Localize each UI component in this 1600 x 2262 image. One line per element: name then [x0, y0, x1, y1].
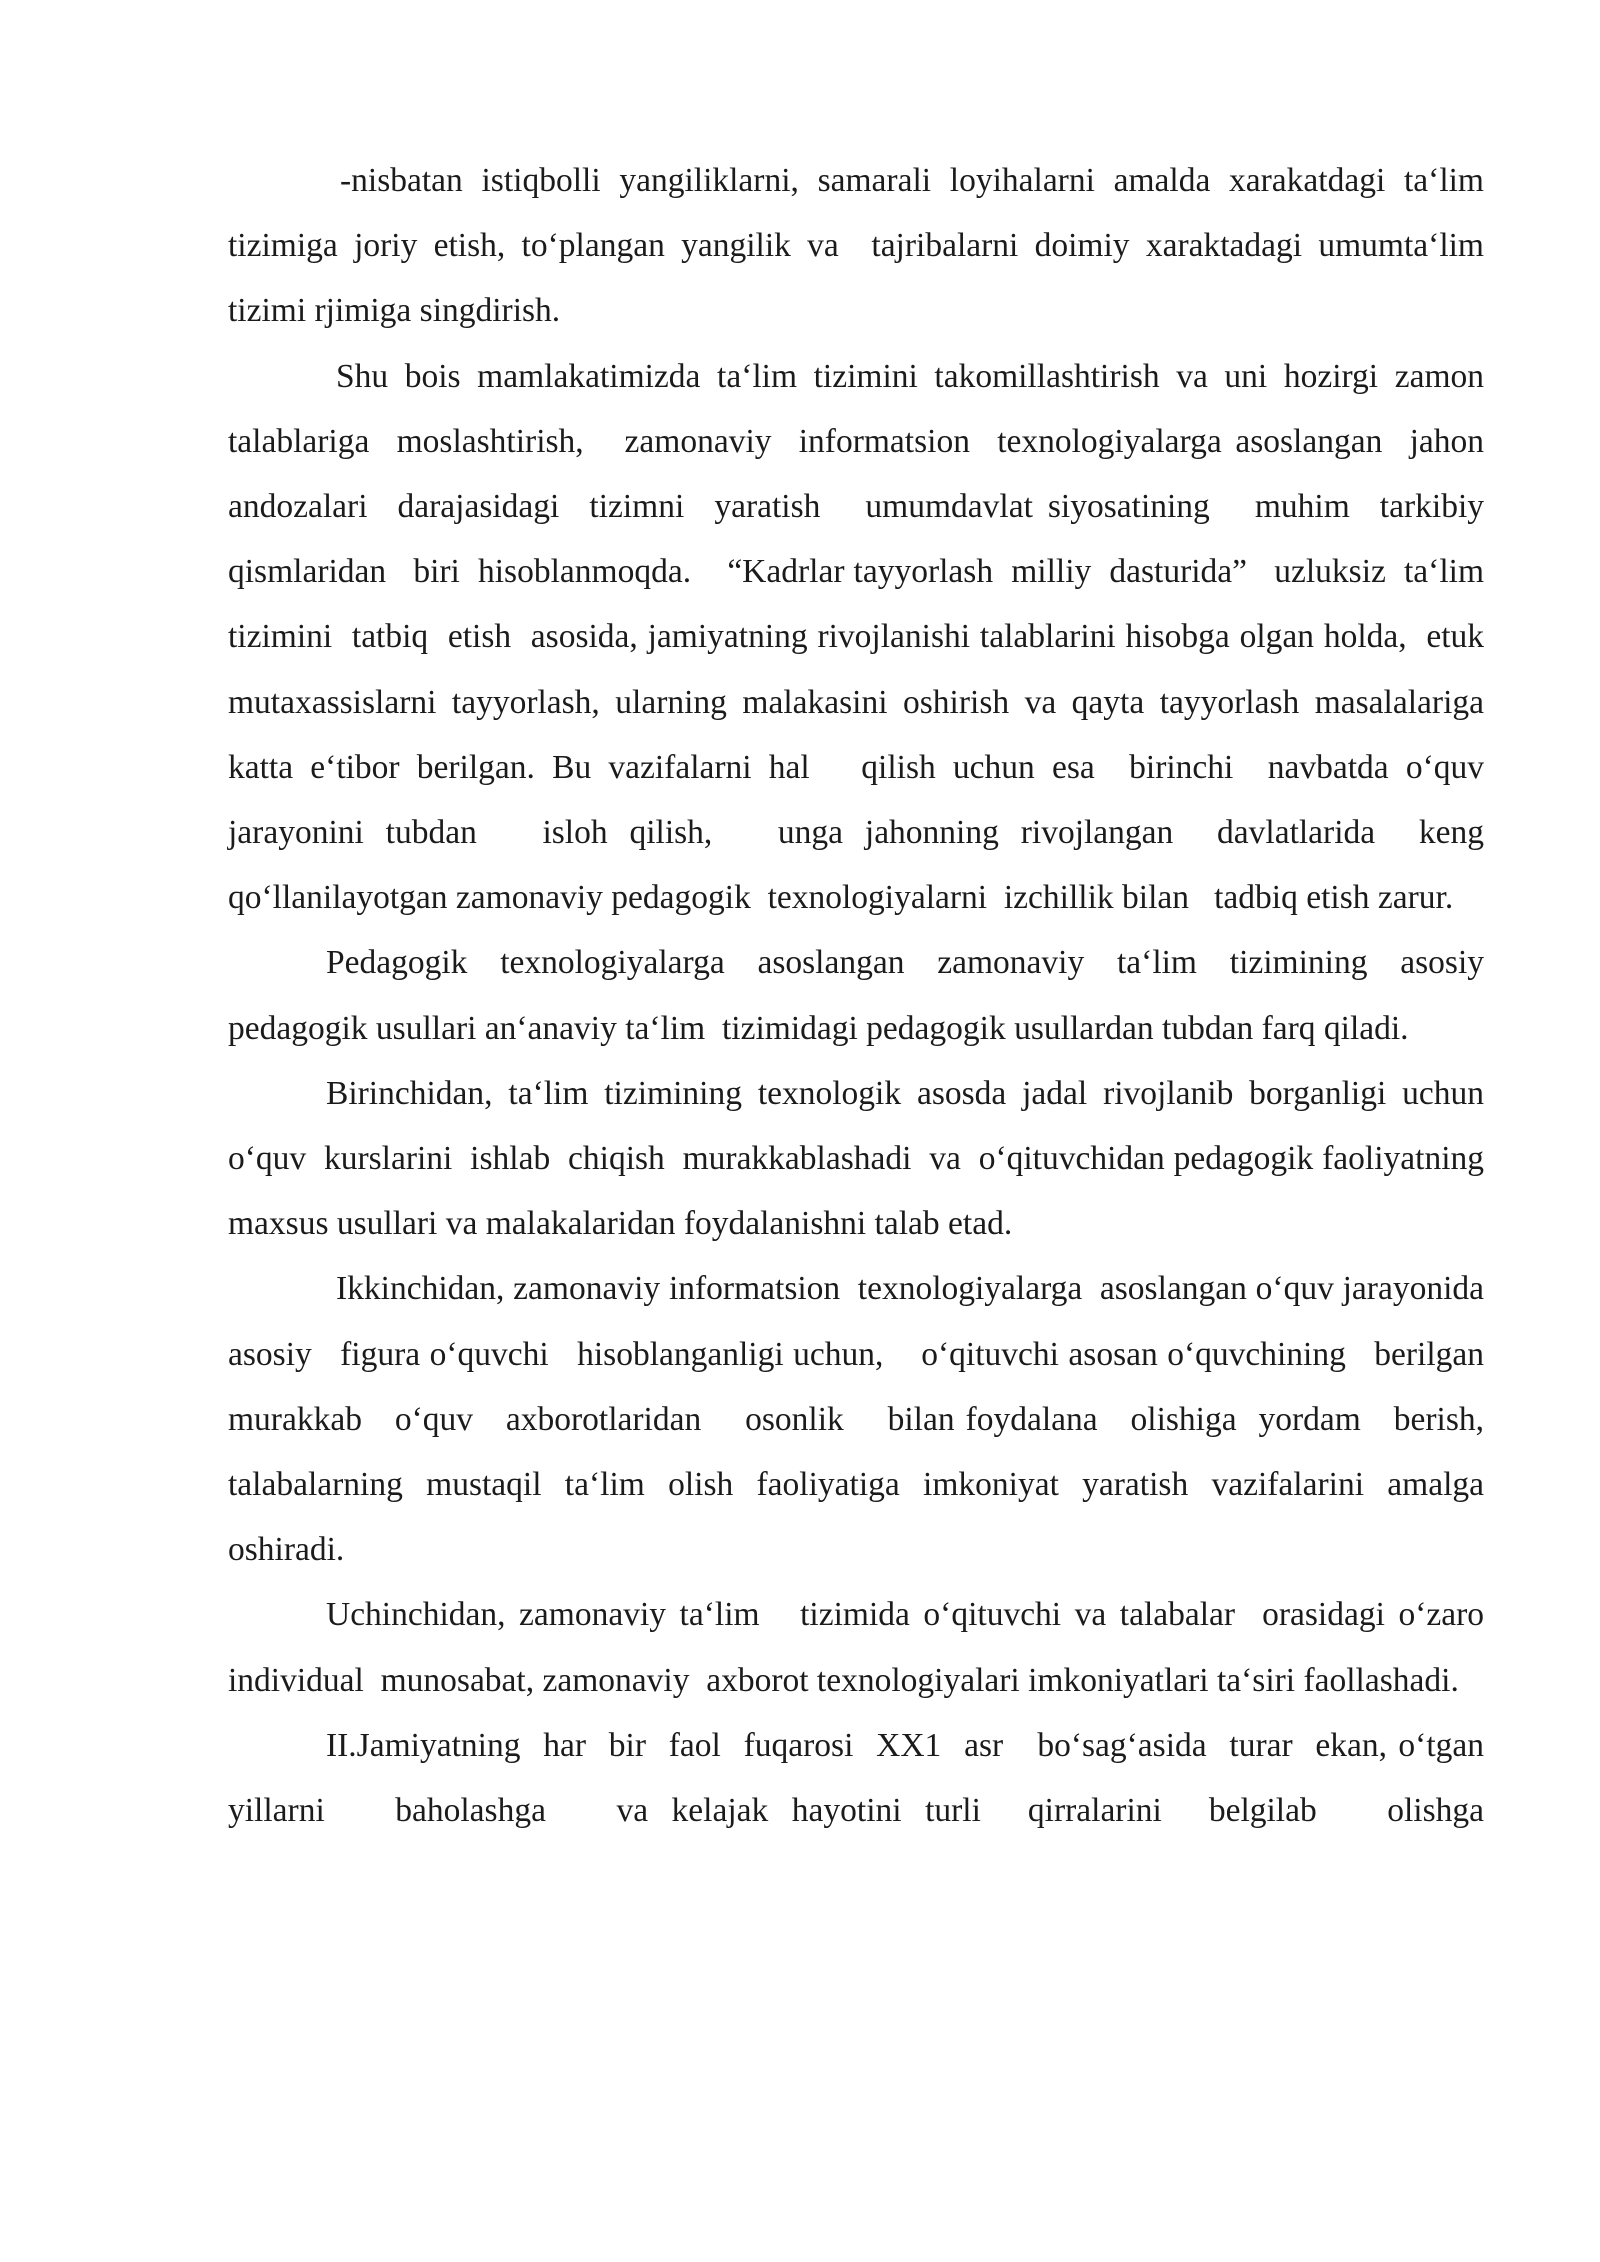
paragraph-firstly: Birinchidan, ta‘lim tizimining texnologik asosda jadal rivojlanib borganligi uchun o‘quv kurslarini ishlab chiqish murakkablashadi va o‘qituvchidan pedagogik faoliyatning maxsus usullari va malakalaridan foydalanishni talab etad.	[228, 1074, 1501, 1243]
paragraph-pedagogical-methods: Pedagogik texnologiyalarga asoslangan zamonaviy ta‘lim tizimining asosiy pedagogik usullari an‘anaviy ta‘lim tizimidagi pedagogik usullardan tubdan farq qiladi.	[228, 944, 1493, 1047]
document-page	[228, 148, 1510, 1843]
paragraph-education-system-reform: Shu bois mamlakatimizda ta‘lim tizimini takomillashtirish va uni hozirgi zamon talablariga moslashtirish, zamonaviy informatsion texnologiyalarga asoslangan jahon andozalari darajasidagi tizimni yaratish umumdavlat siyosatining muhim tarkibiy qismlaridan biri hisoblanmoqda. “Kadrlar tayyorlash milliy dasturida” uzluksiz ta‘lim tizimini tatbiq etish asosida, jamiyatning rivojlanishi talablarini hisobga olgan holda, etuk mutaxassislarni tayyorlash, ularning malakasini oshirish va qayta tayyorlash masalalariga katta e‘tibor berilgan. Bu vazifalarni hal qilish uchun esa birinchi navbatda o‘quv jarayonini tubdan isloh qilish, unga jahonning rivojlangan davlatlarida keng qo‘llanilayotgan zamonaviy pedagogik texnologiyalarni izchillik bilan tadbiq etish zarur.	[228, 357, 1510, 917]
paragraph-innovations-implementation: -nisbatan istiqbolli yangiliklarni, samarali loyihalarni amalda xarakatdagi ta‘lim tizimiga joriy etish, to‘plangan yangilik va tajribalarni doimiy xaraktadagi umumta‘lim tizimi rjimiga singdirish.	[228, 162, 1493, 330]
paragraph-section-ii: II.Jamiyatning har bir faol fuqarosi XX1 asr bo‘sag‘asida turar ekan, o‘tgan yillarni baholashga va kelajak hayotini turli qirralarini belgilab olishga	[228, 1726, 1493, 1830]
paragraph-thirdly: Uchinchidan, zamonaviy ta‘lim tizimida o‘qituvchi va talabalar orasidagi o‘zaro individual munosabat, zamonaviy axborot texnologiyalari imkoniyatlari ta‘siri faollashadi.	[228, 1596, 1493, 1699]
paragraph-secondly: Ikkinchidan, zamonaviy informatsion texnologiyalarga asoslangan o‘quv jarayonida asosiy figura o‘quvchi hisoblanganligi uchun, o‘qituvchi asosan o‘quvchining berilgan murakkab o‘quv axborotlaridan osonlik bilan foydalana olishiga yordam berish, talabalarning mustaqil ta‘lim olish faoliyatiga imkoniyat yaratish vazifalarini amalga oshiradi.	[228, 1270, 1493, 1569]
